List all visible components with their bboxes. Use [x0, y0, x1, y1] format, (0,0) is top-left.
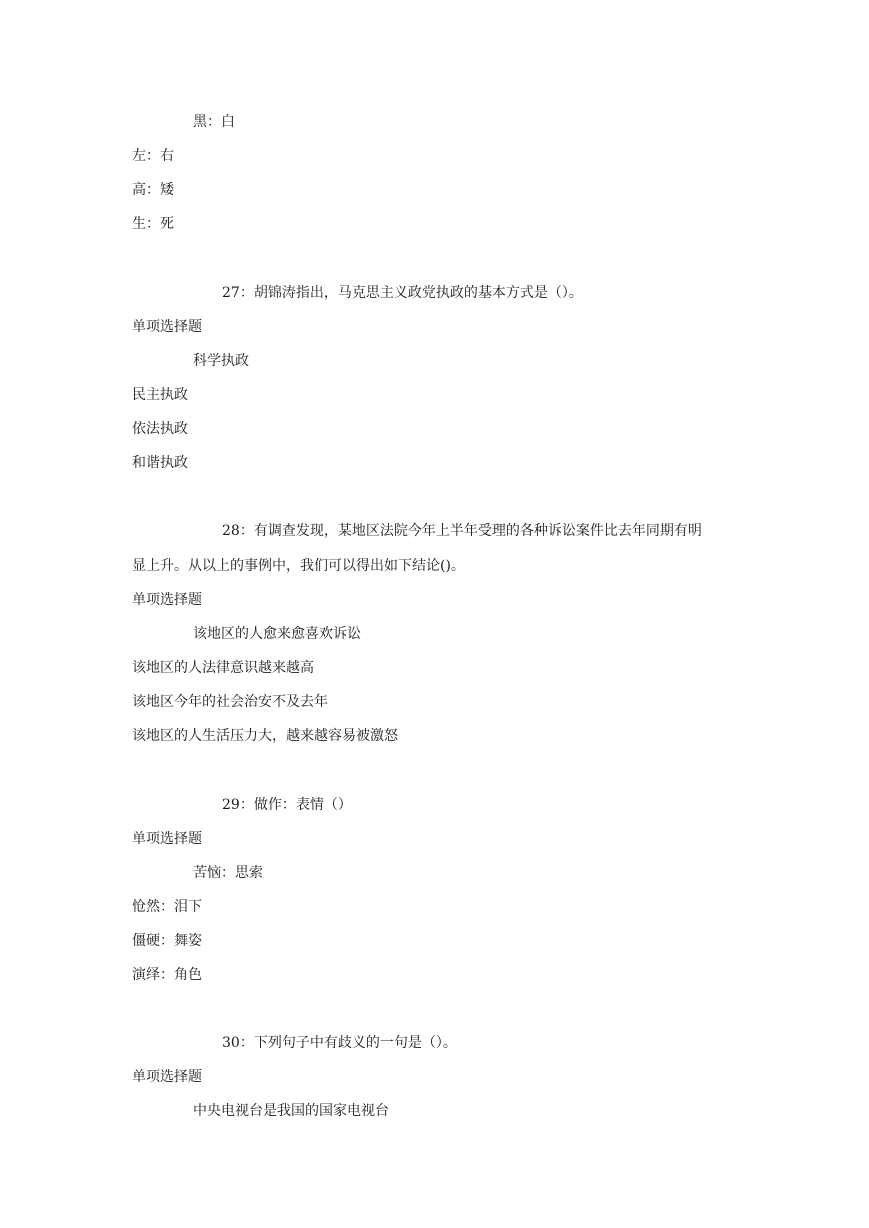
q28-type: 单项选择题 — [132, 592, 202, 608]
q29-type: 单项选择题 — [132, 831, 202, 847]
q29-option-a: 苦恼：思索 — [193, 865, 263, 881]
q26-option-c: 高：矮 — [132, 182, 174, 198]
q27-type: 单项选择题 — [132, 319, 202, 335]
q27-option-b: 民主执政 — [132, 387, 188, 403]
q28-option-d: 该地区的人生活压力大，越来越容易被激怒 — [132, 728, 398, 744]
q27-stem: 27：胡锦涛指出，马克思主义政党执政的基本方式是（）。 — [222, 285, 583, 301]
q27-option-c: 依法执政 — [132, 421, 188, 437]
q30-stem: 30：下列句子中有歧义的一句是（）。 — [222, 1035, 457, 1051]
q26-option-a: 黑：白 — [193, 114, 235, 130]
q28-option-a: 该地区的人愈来愈喜欢诉讼 — [193, 626, 361, 642]
q26-option-b: 左：右 — [132, 148, 174, 164]
q27-option-d: 和谐执政 — [132, 455, 188, 471]
q29-option-b: 怆然：泪下 — [132, 899, 202, 915]
q28-stem-line1: 28：有调查发现，某地区法院今年上半年受理的各种诉讼案件比去年同期有明 — [222, 523, 702, 539]
q29-option-c: 僵硬：舞姿 — [132, 933, 202, 949]
q28-stem-line2: 显上升。从以上的事例中，我们可以得出如下结论()。 — [132, 558, 465, 574]
q26-option-d: 生：死 — [132, 216, 174, 232]
q30-type: 单项选择题 — [132, 1069, 202, 1085]
q28-option-b: 该地区的人法律意识越来越高 — [132, 660, 314, 676]
q30-option-a: 中央电视台是我国的国家电视台 — [193, 1103, 389, 1119]
q29-option-d: 演绎：角色 — [132, 967, 202, 983]
q28-option-c: 该地区今年的社会治安不及去年 — [132, 694, 328, 710]
q29-stem: 29：做作：表情（） — [222, 797, 352, 813]
q27-option-a: 科学执政 — [193, 353, 249, 369]
